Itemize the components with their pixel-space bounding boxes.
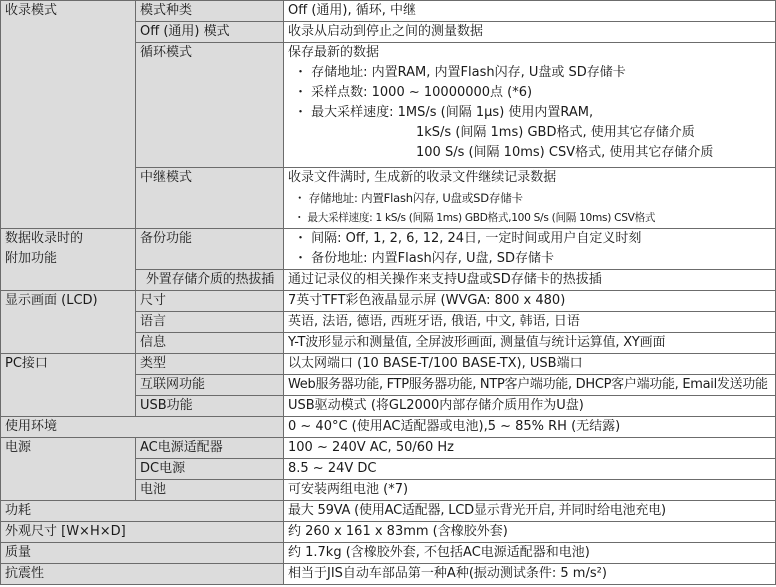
category-power: 电源 xyxy=(1,438,136,501)
value-vibration: 相当于JIS自动车部品第一种A种(振动测试条件: 5 m/s²) xyxy=(284,564,776,585)
value-info: Y-T波形显示和测量值, 全屏波形画面, 测量值与统计运算值, XY画面 xyxy=(284,333,776,354)
value-dimensions: 约 260 x 161 x 83mm (含橡胶外套) xyxy=(284,522,776,543)
relay-line: ・ 存储地址: 内置Flash闪存, U盘或SD存储卡 xyxy=(294,191,523,205)
value-usb: USB驱动模式 (将GL2000内部存储介质用作为U盘) xyxy=(284,396,776,417)
loop-line: ・ 存储地址: 内置RAM, 内置Flash闪存, U盘或 SD存储卡 xyxy=(294,65,626,80)
table-row xyxy=(1,354,776,375)
category-pc-interface: PC接口 xyxy=(1,354,136,417)
value-dc-power: 8.5 ~ 24V DC xyxy=(284,459,776,480)
value-loop-mode xyxy=(284,43,776,168)
value-battery: 可安装两组电池 (*7) xyxy=(284,480,776,501)
label-info: 信息 xyxy=(136,333,284,354)
label-off-mode: Off (通用) 模式 xyxy=(136,22,284,43)
table-row xyxy=(1,438,776,459)
table-row xyxy=(1,417,776,438)
label-internet: 互联网功能 xyxy=(136,375,284,396)
label-relay-mode: 中继模式 xyxy=(136,168,284,229)
category-line: 附加功能 xyxy=(5,251,58,266)
loop-line: ・ 采样点数: 1000 ~ 10000000点 (*6) xyxy=(294,85,533,100)
label-dimensions: 外观尺寸 [W×H×D] xyxy=(1,522,284,543)
label-usb: USB功能 xyxy=(136,396,284,417)
value-weight: 约 1.7kg (含橡胶外套, 不包括AC电源适配器和电池) xyxy=(284,543,776,564)
label-pc-type: 类型 xyxy=(136,354,284,375)
value-internet: Web服务器功能, FTP服务器功能, NTP客户端功能, DHCP客户端功能, Email发送功能 xyxy=(284,375,776,396)
label-ac-adapter: AC电源适配器 xyxy=(136,438,284,459)
value-relay-mode xyxy=(284,168,776,229)
relay-line: 收录文件满时, 生成新的收录文件继续记录数据 xyxy=(288,170,557,185)
value-backup xyxy=(284,229,776,270)
label-environment: 使用环境 xyxy=(1,417,284,438)
loop-line: 1kS/s (间隔 1ms) GBD格式, 使用其它存储介质 xyxy=(416,125,695,140)
label-dc-power: DC电源 xyxy=(136,459,284,480)
value-pc-type: 以太网端口 (10 BASE-T/100 BASE-TX), USB端口 xyxy=(284,354,776,375)
value-size: 7英寸TFT彩色液晶显示屏 (WVGA: 800 x 480) xyxy=(284,291,776,312)
category-additional-functions xyxy=(1,229,136,291)
label-loop-mode: 循环模式 xyxy=(136,43,284,168)
label-hotplug: 外置存储介质的热拔插 xyxy=(136,270,284,291)
value-environment: 0 ~ 40°C (使用AC适配器或电池),5 ~ 85% RH (无结露) xyxy=(284,417,776,438)
category-line: 数据收录时的 xyxy=(5,231,84,246)
category-display: 显示画面 (LCD) xyxy=(1,291,136,354)
label-battery: 电池 xyxy=(136,480,284,501)
table-row xyxy=(1,564,776,585)
value-hotplug: 通过记录仪的相关操作来支持U盘或SD存储卡的热拔插 xyxy=(284,270,776,291)
value-ac-adapter: 100 ~ 240V AC, 50/60 Hz xyxy=(284,438,776,459)
table-row xyxy=(1,501,776,522)
loop-line: 保存最新的数据 xyxy=(288,45,380,60)
category-recording-mode: 收录模式 xyxy=(1,1,136,229)
backup-line: ・ 间隔: Off, 1, 2, 6, 12, 24日, 一定时间或用户自定义时刻 xyxy=(294,231,642,246)
label-weight: 质量 xyxy=(1,543,284,564)
label-mode-type: 模式种类 xyxy=(136,1,284,22)
value-consumption: 最大 59VA (使用AC适配器, LCD显示背光开启, 并同时给电池充电) xyxy=(284,501,776,522)
table-row xyxy=(1,229,776,270)
value-off-mode: 收录从启动到停止之间的测量数据 xyxy=(284,22,776,43)
value-language: 英语, 法语, 德语, 西班牙语, 俄语, 中文, 韩语, 日语 xyxy=(284,312,776,333)
table-row xyxy=(1,1,776,22)
label-backup: 备份功能 xyxy=(136,229,284,270)
table-row xyxy=(1,543,776,564)
relay-line: ・ 最大采样速度: 1 kS/s (间隔 1ms) GBD格式,100 S/s (间隔 10ms) CSV格式 xyxy=(294,212,656,224)
value-mode-type: Off (通用), 循环, 中继 xyxy=(284,1,776,22)
table-row xyxy=(1,522,776,543)
label-vibration: 抗震性 xyxy=(1,564,284,585)
backup-line: ・ 备份地址: 内置Flash闪存, U盘, SD存储卡 xyxy=(294,251,555,266)
table-row xyxy=(1,291,776,312)
loop-line: 100 S/s (间隔 10ms) CSV格式, 使用其它存储介质 xyxy=(416,145,714,160)
label-language: 语言 xyxy=(136,312,284,333)
loop-line: ・ 最大采样速度: 1MS/s (间隔 1μs) 使用内置RAM, xyxy=(294,105,594,120)
label-consumption: 功耗 xyxy=(1,501,284,522)
label-size: 尺寸 xyxy=(136,291,284,312)
